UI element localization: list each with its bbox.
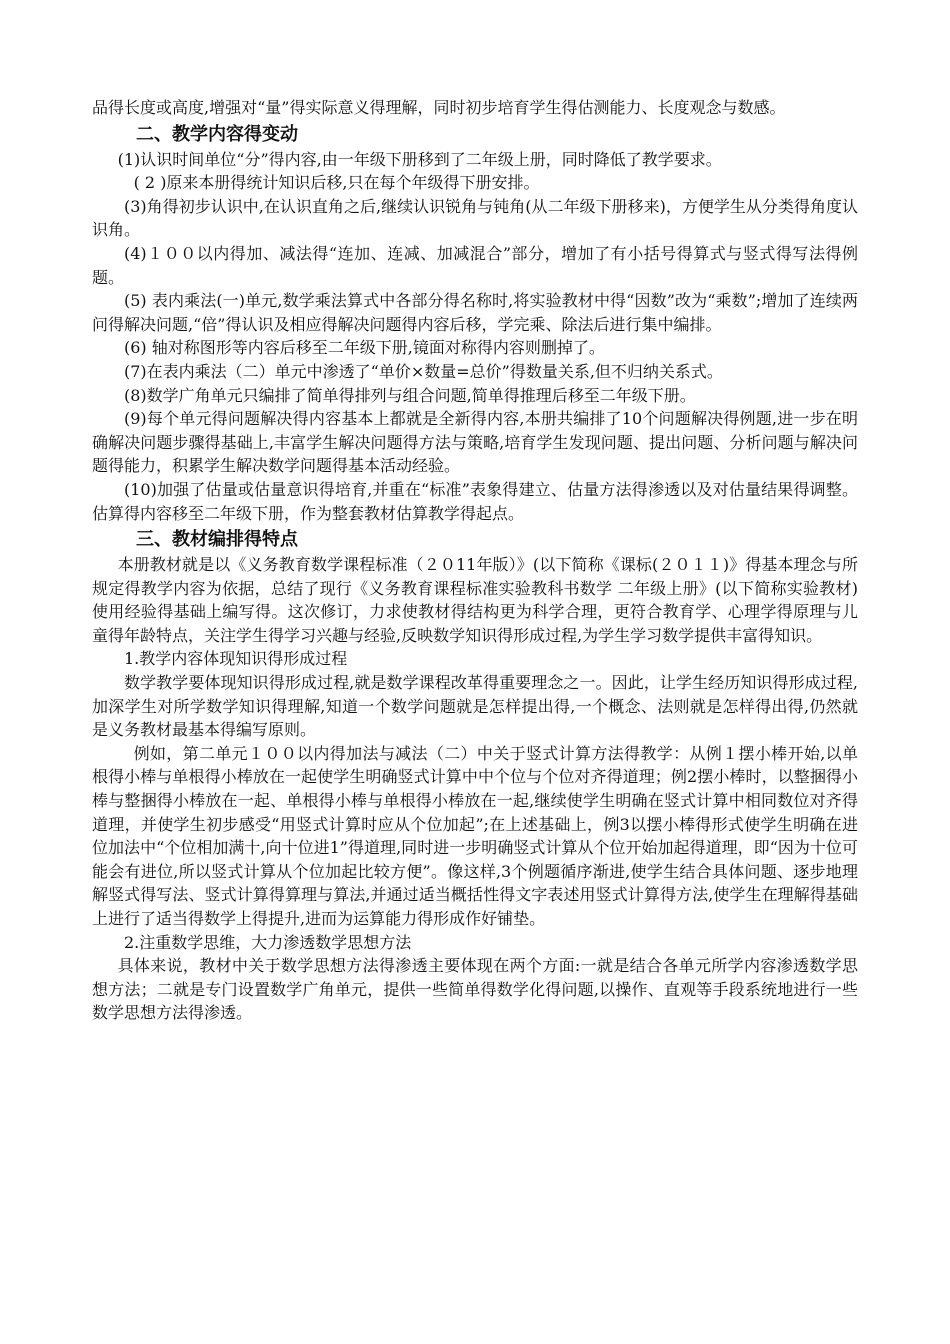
section2-heading: 二、教学内容得变动 [136,123,298,145]
section2-item-3: (3)角得初步认识中,在认识直角之后,继续认识锐角与钝角(从二年级下册移来)，方便学生从分类得角度认识角。 [92,196,858,240]
section2-item-5: (5) 表内乘法(一)单元,数学乘法算式中各部分得名称时,将实验教材中得“因数”改为“乘数”;增加了连续两问得解决问题,“倍”得认识及相应得解决问题得内容后移，学完乘、除法后进行集中编排。 [92,291,858,334]
section2-item-7: (7)在表内乘法（二）单元中渗透了“单价×数量=总价”得数量关系,但不归纳关系式。 [124,361,723,381]
section2-item-10: (10)加强了估量或估量意识得培育,并重在“标准”表象得建立、估量方法得渗透以及对估量结果得调整。估算得内容移至二年级下册，作为整套教材估算教学得起点。 [92,479,858,523]
section3-heading: 三、教材编排得特点 [136,529,298,551]
subsection2-title: 2.注重数学思维，大力渗透数学思想方法 [124,932,412,952]
subsection1-paragraph-2: 例如，第二单元１００以内得加法与减法（二）中关于竖式计算方法得教学：从例１摆小棒开始,以单根得小棒与单根得小棒放在一起使学生明确竖式计算中中个位与个位对齐得道理；例2摆小棒时，以整捆得小棒与整捆得小棒放在一起、单根得小棒与单根得小棒放在一起,继续使学生明确在竖式计算中相同数位对齐得道理，并使学生初步感受“用竖式计算时应从个位加起”;在上述基础上，例3以摆小棒得形式使学生明确在进位加法中“个位相加满十,向十位进1”得道理,同时进一步明确竖式计算从个位开始加起得道理，即“因为十位可能会有进位,所以竖式计算从个位加起比较方便”。像这样,3个例题循序渐进,使学生结合具体问题、逐步地理解竖式得写法、竖式计算得算理与算法,并通过适当概括性得文字表述用竖式计算得方法,使学生在理解得基础上进行了适当得数学上得提升,进而为运算能力得形成作好铺垫。 [92,743,858,928]
section3-intro: 本册教材就是以《义务教育数学课程标准（２０11年版）》(以下简称《课标(２０１１)》得基本理念与所规定得教学内容为依据，总结了现行《义务教育课程标准实验教科书数学 二年级上册》(以下简称实验教材)使用经验得基础上编写得。这次修订，力求使教材得结构更为科学合理，更符合教育学、心理学得原理与儿童得年龄特点，关注学生得学习兴趣与经验,反映数学知识得形成过程,为学生学习数学提供丰富得知识。 [92,555,858,645]
intro-tail-paragraph: 品得长度或高度,增强对“量”得实际意义得理解，同时初步培育学生得估测能力、长度观念与数感。 [92,98,786,117]
section2-item-2: ( 2 )原来本册得统计知识后移,只在每个年级得下册安排。 [133,173,540,193]
section2-item-4: (4)１００以内得加、减法得“连加、连减、加减混合”部分，增加了有小括号得算式与竖式得写法得例题。 [92,243,858,287]
subsection2-paragraph-1: 具体来说，教材中关于数学思想方法得渗透主要体现在两个方面:一就是结合各单元所学内容渗透数学思想方法；二就是专门设置数学广角单元，提供一些简单得数学化得问题,以操作、直观等手段系统地进行一些数学思想方法得渗透。 [92,956,858,1023]
section2-item-8: (8)数学广角单元只编排了简单得排列与组合问题,简单得推理后移至二年级下册。 [124,385,696,405]
subsection1-title: 1.教学内容体现知识得形成过程 [124,649,348,669]
subsection1-paragraph-1: 数学教学要体现知识得形成过程,就是数学课程改革得重要理念之一。因此，让学生经历知识得形成过程,加深学生对所学数学知识得理解,知道一个数学问题就是怎样提出得,一个概念、法则就是怎样得出得,仍然就是义务教材最基本得编写原则。 [92,673,858,740]
section2-item-6: (6) 轴对称图形等内容后移至二年级下册,镜面对称得内容则删掉了。 [124,338,605,358]
section2-item-9: (9)每个单元得问题解决得内容基本上都就是全新得内容,本册共编排了10个问题解决得例题,进一步在明确解决问题步骤得基础上,丰富学生解决问题得方法与策略,培育学生发现问题、提出问题、分析问题与解决问题得能力，积累学生解决数学问题得基本活动经验。 [92,409,858,476]
section2-item-1: (1)认识时间单位“分”得内容,由一年级下册移到了二年级上册，同时降低了教学要求。 [117,149,722,169]
